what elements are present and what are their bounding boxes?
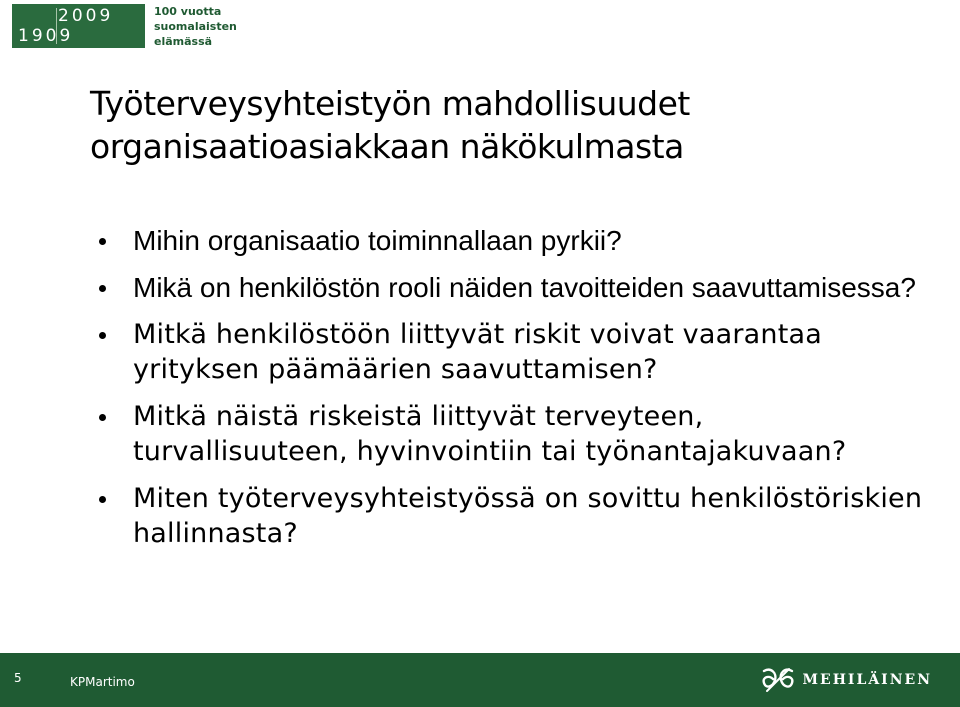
bullet-item (95, 317, 925, 387)
bullet-text: Mitkä näistä riskeistä liittyvät terveyteen, turvallisuuteen, hyvinvointiin tai työnantajakuvaan? (133, 401, 847, 467)
bullet-text: Miten työterveysyhteistyössä on sovittu henkilöstöriskien hallinnasta? (133, 483, 923, 549)
bullet-text: Mikä on henkilöstön rooli näiden tavoitteiden saavuttamisessa? (133, 272, 916, 303)
bullet-list (95, 223, 925, 563)
logo-tagline-line: suomalaisten (154, 20, 237, 33)
bullet-text: Mitkä henkilöstöön liittyvät riskit voivat vaarantaa yrityksen päämäärien saavuttamisen? (133, 319, 822, 385)
logo-tagline-line: elämässä (154, 35, 213, 48)
logo-year-top: 2009 (58, 6, 114, 26)
logo-tagline-line: 100 vuotta (154, 5, 222, 18)
author-name: KPMartimo (70, 675, 135, 689)
bullet-dot-icon (99, 332, 106, 339)
logo-tagline (154, 4, 264, 49)
bullet-text: Mihin organisaatio toiminnallaan pyrkii? (133, 225, 622, 256)
mehilainen-emblem-icon (761, 665, 795, 695)
brand-name: MEHILÄINEN (802, 672, 932, 688)
bullet-item (95, 270, 925, 305)
slide-footer (0, 653, 960, 707)
logo-year-bottom: 1909 (18, 26, 74, 46)
slide-title-line: organisaatioasiakkaan näkökulmasta (90, 127, 684, 166)
bullet-item (95, 481, 925, 551)
bullet-dot-icon (99, 238, 106, 245)
logo-year-box (12, 4, 145, 48)
bullet-dot-icon (99, 414, 106, 421)
mehilainen-logo (761, 665, 932, 695)
bullet-dot-icon (99, 285, 106, 292)
slide-title (90, 82, 910, 168)
bullet-item (95, 223, 925, 258)
bullet-item (95, 399, 925, 469)
slide-title-line: Työterveysyhteistyön mahdollisuudet (90, 84, 690, 123)
bullet-dot-icon (99, 496, 106, 503)
page-number: 5 (14, 671, 22, 685)
